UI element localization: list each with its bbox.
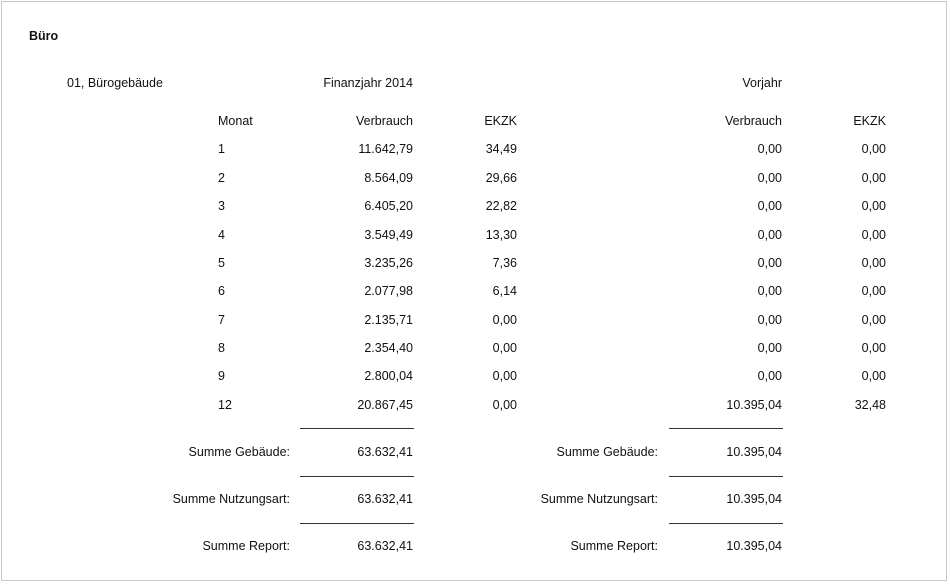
prev-consumption-cell: 0,00 — [757, 199, 782, 213]
consumption-cell: 3.235,26 — [364, 256, 413, 270]
column-header-prev-consumption: Verbrauch — [725, 114, 782, 128]
prev-consumption-cell: 0,00 — [757, 142, 782, 156]
total-divider — [669, 476, 783, 477]
ekzk-cell: 34,49 — [485, 142, 517, 156]
ekzk-cell: 0,00 — [492, 313, 517, 327]
total-divider — [300, 523, 414, 524]
prev-ekzk-cell: 0,00 — [861, 369, 886, 383]
prev-consumption-cell: 0,00 — [757, 341, 782, 355]
report-title: Büro — [29, 29, 59, 43]
prev-ekzk-cell: 0,00 — [861, 171, 886, 185]
consumption-cell: 11.642,79 — [358, 142, 413, 156]
consumption-cell: 2.354,40 — [364, 341, 413, 355]
ekzk-cell: 22,82 — [485, 199, 517, 213]
prev-ekzk-cell: 0,00 — [861, 341, 886, 355]
ekzk-cell: 0,00 — [492, 341, 517, 355]
total-divider — [669, 428, 783, 429]
ekzk-cell: 0,00 — [492, 398, 517, 412]
prev-ekzk-cell: 0,00 — [861, 228, 886, 242]
prev-ekzk-cell: 0,00 — [861, 142, 886, 156]
ekzk-cell: 6,14 — [492, 284, 517, 298]
column-header-consumption: Verbrauch — [356, 114, 413, 128]
prev-total-value: 10.395,04 — [726, 539, 782, 553]
month-cell: 5 — [218, 256, 225, 270]
prev-ekzk-cell: 0,00 — [861, 313, 886, 327]
total-divider — [300, 476, 414, 477]
prev-consumption-cell: 0,00 — [757, 256, 782, 270]
ekzk-cell: 29,66 — [485, 171, 517, 185]
column-header-ekzk: EKZK — [484, 114, 517, 128]
ekzk-cell: 13,30 — [485, 228, 517, 242]
prev-total-label: Summe Nutzungsart: — [540, 492, 658, 506]
prev-ekzk-cell: 0,00 — [861, 284, 886, 298]
total-value: 63.632,41 — [357, 539, 413, 553]
prev-total-value: 10.395,04 — [726, 492, 782, 506]
consumption-cell: 2.800,04 — [364, 369, 413, 383]
total-divider — [300, 428, 414, 429]
prev-consumption-cell: 0,00 — [757, 228, 782, 242]
month-cell: 7 — [218, 313, 225, 327]
building-label: 01, Bürogebäude — [67, 76, 163, 90]
prev-consumption-cell: 0,00 — [757, 369, 782, 383]
column-header-month: Monat — [218, 114, 253, 128]
column-header-prev-ekzk: EKZK — [853, 114, 886, 128]
total-label: Summe Gebäude: — [188, 445, 290, 459]
total-label: Summe Nutzungsart: — [172, 492, 290, 506]
ekzk-cell: 0,00 — [492, 369, 517, 383]
total-label: Summe Report: — [202, 539, 290, 553]
previous-period-header: Vorjahr — [742, 76, 782, 90]
total-value: 63.632,41 — [357, 445, 413, 459]
prev-consumption-cell: 0,00 — [757, 313, 782, 327]
month-cell: 4 — [218, 228, 225, 242]
consumption-cell: 8.564,09 — [364, 171, 413, 185]
month-cell: 6 — [218, 284, 225, 298]
total-value: 63.632,41 — [357, 492, 413, 506]
consumption-cell: 2.135,71 — [364, 313, 413, 327]
ekzk-cell: 7,36 — [492, 256, 517, 270]
total-divider — [669, 523, 783, 524]
prev-consumption-cell: 0,00 — [757, 171, 782, 185]
prev-ekzk-cell: 0,00 — [861, 199, 886, 213]
prev-ekzk-cell: 32,48 — [854, 398, 886, 412]
prev-ekzk-cell: 0,00 — [861, 256, 886, 270]
current-period-header: Finanzjahr 2014 — [323, 76, 413, 90]
consumption-cell: 20.867,45 — [357, 398, 413, 412]
consumption-cell: 2.077,98 — [364, 284, 413, 298]
month-cell: 1 — [218, 142, 225, 156]
consumption-cell: 3.549,49 — [364, 228, 413, 242]
prev-total-value: 10.395,04 — [726, 445, 782, 459]
month-cell: 9 — [218, 369, 225, 383]
prev-consumption-cell: 0,00 — [757, 284, 782, 298]
prev-total-label: Summe Gebäude: — [556, 445, 658, 459]
consumption-cell: 6.405,20 — [364, 199, 413, 213]
month-cell: 3 — [218, 199, 225, 213]
month-cell: 12 — [218, 398, 232, 412]
prev-consumption-cell: 10.395,04 — [726, 398, 782, 412]
month-cell: 2 — [218, 171, 225, 185]
prev-total-label: Summe Report: — [570, 539, 658, 553]
month-cell: 8 — [218, 341, 225, 355]
